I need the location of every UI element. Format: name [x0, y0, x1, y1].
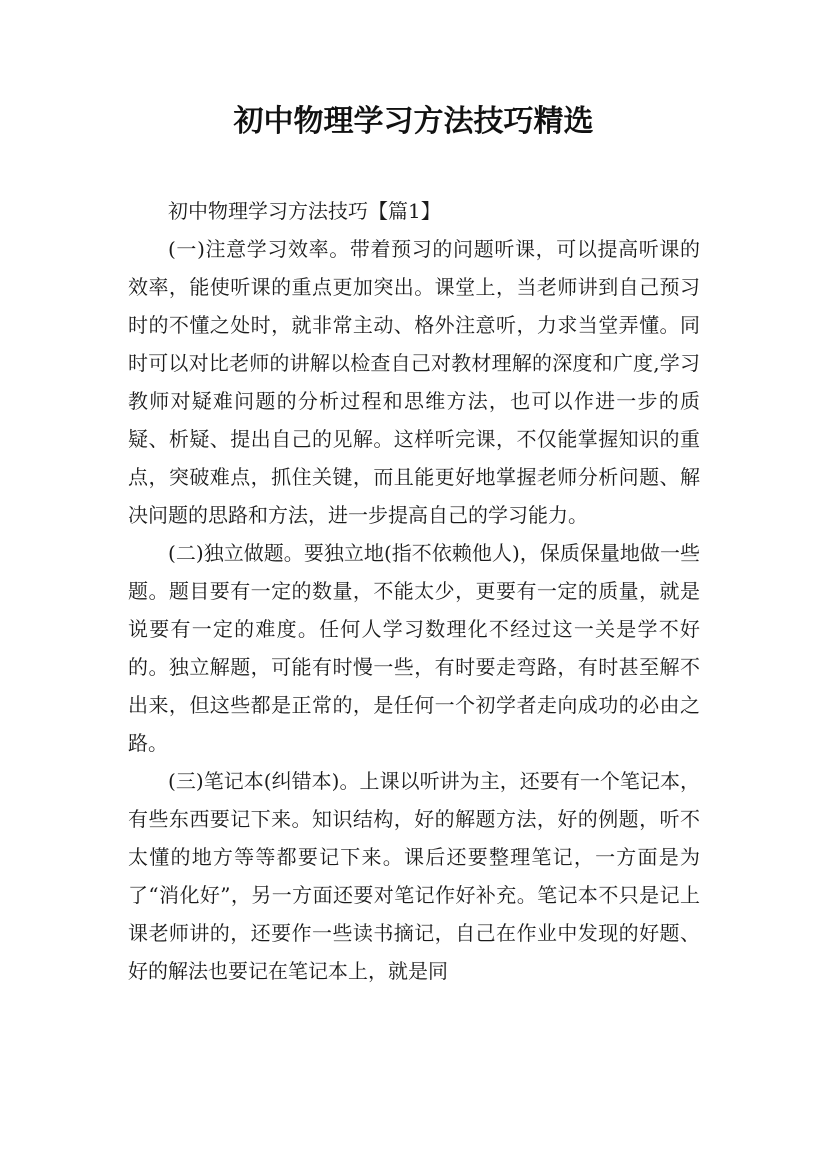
paragraph-efficiency: (一)注意学习效率。带着预习的问题听课，可以提高听课的效率，能使听课的重点更加突出。课堂上，当老师讲到自己预习时的不懂之处时，就非常主动、格外注意听，力求当堂弄懂。同时可以对比老师的讲解以检查自己对教材理解的深度和广度,学习教师对疑难问题的分析过程和思维方法，也可以作进一步的质疑、析疑、提出自己的见解。这样听完课，不仅能掌握知识的重点，突破难点，抓住关键，而且能更好地掌握老师分析问题、解决问题的思路和方法，进一步提高自己的学习能力。 — [128, 237, 700, 527]
paragraph-independent-practice: (二)独立做题。要独立地(指不依赖他人)，保质保量地做一些题。题目要有一定的数量，不能太少，更要有一定的质量，就是说要有一定的难度。任何人学习数理化不经过这一关是学不好的。独立解题，可能有时慢一些，有时要走弯路，有时甚至解不出来，但这些都是正常的，是任何一个初学者走向成功的必由之路。 — [128, 541, 700, 755]
section-heading: 初中物理学习方法技巧【篇1】 — [168, 199, 441, 223]
document-title: 初中物理学习方法技巧精选 — [233, 104, 594, 139]
paragraph-notebook: (三)笔记本(纠错本)。上课以听讲为主，还要有一个笔记本，有些东西要记下来。知识结构，好的解题方法，好的例题，听不太懂的地方等等都要记下来。课后还要整理笔记，一方面是为了“消化好”，另一方面还要对笔记作好补充。笔记本不只是记上课老师讲的，还要作一些读书摘记，自己在作业中发现的好题、好的解法也要记在笔记本上，就是同 — [128, 769, 700, 983]
document-body — [128, 192, 700, 990]
